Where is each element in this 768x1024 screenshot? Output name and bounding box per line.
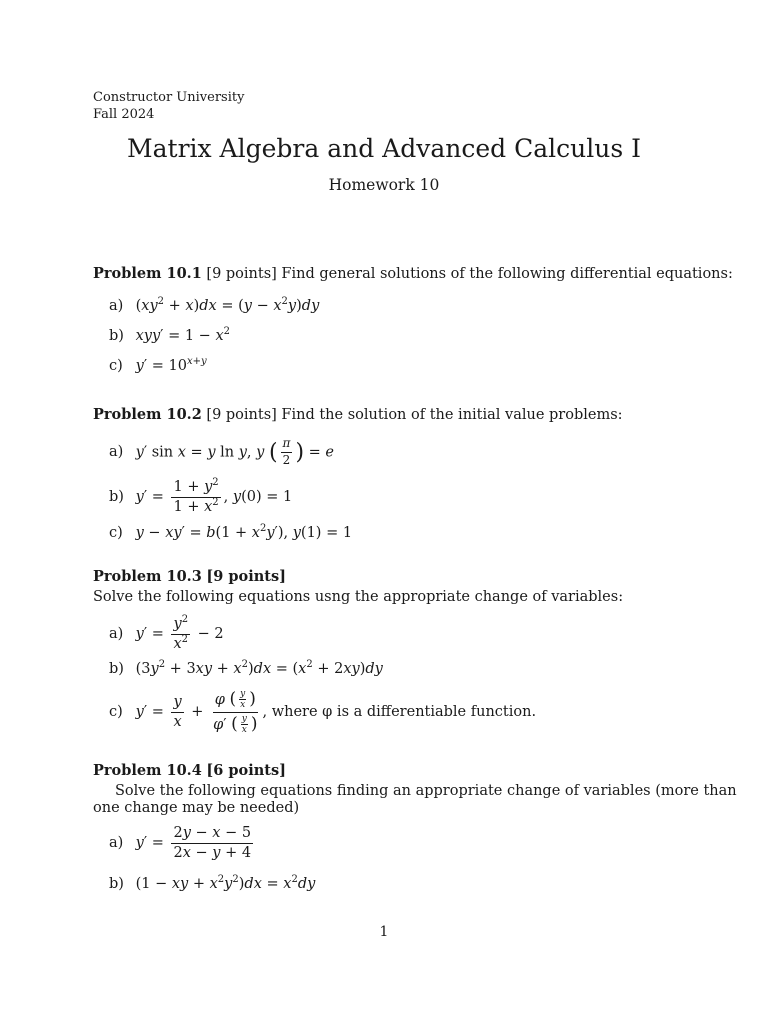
problem-10-3-item-c: c) y′ = $\frac{y}{x}$ + φ ( $\frac{y}{x}$ ) φ′ ( $\frac{y}{x}$ ) , where φ is a differentiable function. [109, 689, 537, 736]
problem-10-4-item-b: b) (1 − xy + $x^2y^2)dx = x^2dy$ [109, 874, 316, 892]
equation: $y - xy' = b(1 + x^2y')$, y(1) = 1 [135, 523, 353, 541]
problem-10-2-item-c: c) $y - xy' = b(1 + x^2y')$, y(1) = 1 [109, 523, 353, 541]
equation-tail: , where φ is a differentiable function. [262, 704, 537, 721]
problem-number: Problem 10.3 [93, 568, 202, 585]
problem-10-4-intro-line-2: one change may be needed) [93, 800, 300, 816]
problem-10-3-item-b: b) $(3y^2 + 3xy + x^2)dx = (x^2 + 2xy)dy$ [109, 659, 383, 677]
problem-points: [9 points] [206, 407, 277, 423]
problem-10-1-heading [93, 265, 733, 282]
problem-10-1-item-a: a) $(xy^2 + x)dx = (y - x^2y)dy$ [109, 296, 320, 314]
problem-number: Problem 10.4 [93, 762, 202, 779]
problem-10-3-item-a: a) y′ = $\frac{y^2}{x^2}$ − 2 [109, 614, 224, 652]
problem-number: Problem 10.1 [93, 265, 202, 282]
problem-10-4-heading [93, 762, 286, 779]
equation: $(xy^2 + x)dx = (y - x^2y)dy$ [135, 296, 320, 314]
page-number: 1 [379, 924, 389, 940]
equation: (1 − xy + $x^2y^2)dx = x^2dy$ [135, 874, 316, 892]
equation: y′ sin x = y ln y, y ( $\frac{\pi}{2}$ ) = e [135, 436, 334, 467]
problem-10-4-intro-line-1: Solve the following equations finding an appropriate change of variables (more than [115, 783, 737, 799]
problem-points: [6 points] [206, 762, 286, 779]
equation: y′ = $\frac{y^2}{x^2}$ − 2 [135, 614, 224, 652]
problem-10-1-item-c: c) $y' = 10^{x+y}$ [109, 356, 207, 374]
equation: y′ = $\frac{1 + y^2}{1 + x^2}$ , y(0) = 1 [135, 477, 293, 515]
term: Fall 2024 [93, 107, 155, 122]
problem-number: Problem 10.2 [93, 406, 202, 423]
problem-points: [9 points] [206, 266, 277, 282]
equation: y′ = $\frac{y}{x}$ + φ ( $\frac{y}{x}$ ) φ′ ( $\frac{y}{x}$ ) [135, 689, 258, 736]
problem-points: [9 points] [206, 568, 286, 585]
equation: y′ = $\frac{2y - x - 5}{2x - y + 4}$ [135, 825, 252, 861]
problem-intro: Find the solution of the initial value problems: [281, 407, 623, 423]
equation: $xyy' = 1 - x^2$ [135, 326, 230, 344]
problem-10-2-item-a: a) y′ sin x = y ln y, y ( $\frac{\pi}{2}$ ) = e [109, 436, 334, 467]
problem-10-3-heading [93, 568, 286, 585]
problem-10-2-item-b: b) y′ = $\frac{1 + y^2}{1 + x^2}$ , y(0) = 1 [109, 477, 293, 515]
problem-10-3-intro: Solve the following equations usng the appropriate change of variables: [93, 589, 624, 605]
problem-10-2-heading [93, 406, 623, 423]
equation: $y' = 10^{x+y}$ [135, 356, 207, 374]
institution: Constructor University [93, 90, 245, 105]
problem-intro: Find general solutions of the following differential equations: [281, 266, 733, 282]
document-subtitle: Homework 10 [328, 176, 440, 194]
problem-10-4-item-a: a) y′ = $\frac{2y - x - 5}{2x - y + 4}$ [109, 825, 256, 861]
equation: $(3y^2 + 3xy + x^2)dx = (x^2 + 2xy)dy$ [135, 659, 383, 677]
document-title: Matrix Algebra and Advanced Calculus I [127, 134, 641, 163]
problem-10-1-item-b: b) $xyy' = 1 - x^2$ [109, 326, 230, 344]
